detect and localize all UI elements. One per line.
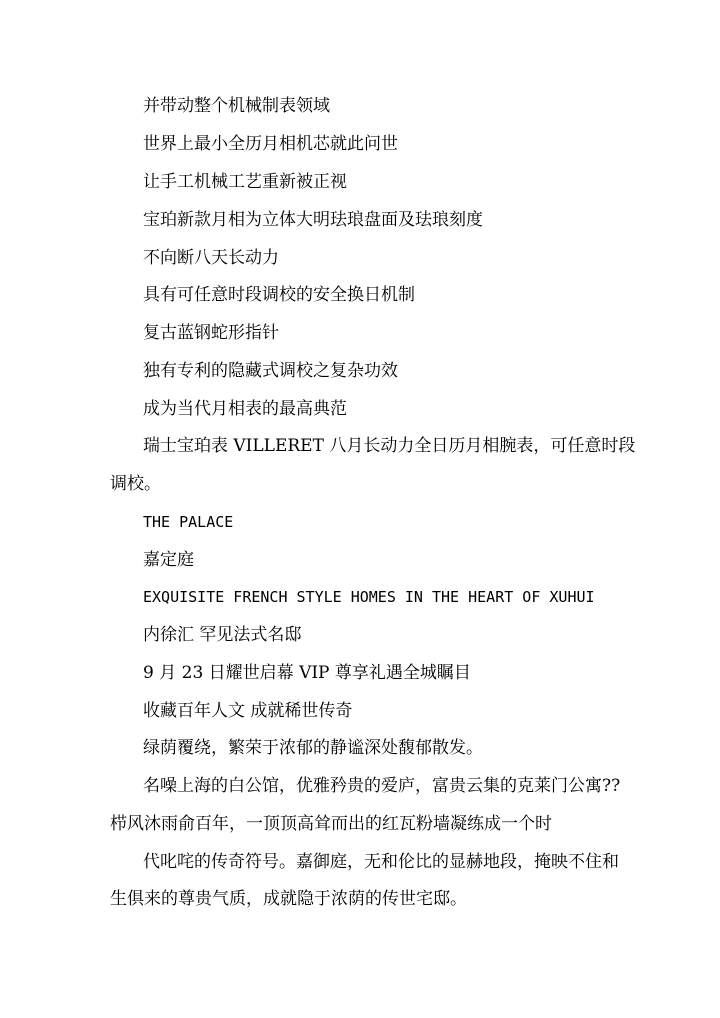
text-line: 并带动整个机械制表领域 <box>143 96 330 116</box>
text-line: 名噪上海的白公馆，优雅矜贵的爱庐，富贵云集的克莱门公寓?? <box>143 776 621 796</box>
text-line: 复古蓝钢蛇形指针 <box>143 323 279 343</box>
text-line: THE PALACE <box>143 513 234 531</box>
text-line: 不向断八天长动力 <box>143 248 279 268</box>
text-line: 嘉定庭 <box>143 550 194 570</box>
text-line: 9 月 23 日耀世启幕 VIP 尊享礼遇全城瞩目 <box>143 663 471 683</box>
text-line: 世界上最小全历月相机芯就此问世 <box>143 134 398 154</box>
text-line: 绿荫覆绕，繁荣于浓郁的静谧深处馥郁散发。 <box>143 738 483 758</box>
text-line: 生俱来的尊贵气质，成就隐于浓荫的传世宅邸。 <box>110 889 467 909</box>
text-line: 内徐汇 罕见法式名邸 <box>143 625 302 645</box>
text-line: 让手工机械工艺重新被正视 <box>143 172 347 192</box>
text-line: 调校。 <box>110 474 161 494</box>
text-line: 代叱咤的传奇符号。嘉御庭，无和伦比的显赫地段，掩映不住和 <box>143 852 619 872</box>
text-line: 宝珀新款月相为立体大明珐琅盘面及珐琅刻度 <box>143 210 483 230</box>
text-line: 收藏百年人文 成就稀世传奇 <box>143 701 353 721</box>
text-line: EXQUISITE FRENCH STYLE HOMES IN THE HEART OF XUHUI <box>143 588 595 606</box>
text-line: 独有专利的隐藏式调校之复杂功效 <box>143 361 398 381</box>
text-line: 瑞士宝珀表 VILLERET 八月长动力全日历月相腕表，可任意时段 <box>143 436 636 456</box>
text-line: 具有可任意时段调校的安全换日机制 <box>143 285 415 305</box>
text-line: 栉风沐雨俞百年，一顶顶高耸而出的红瓦粉墙凝练成一个时 <box>110 814 552 834</box>
text-line: 成为当代月相表的最高典范 <box>143 399 347 419</box>
